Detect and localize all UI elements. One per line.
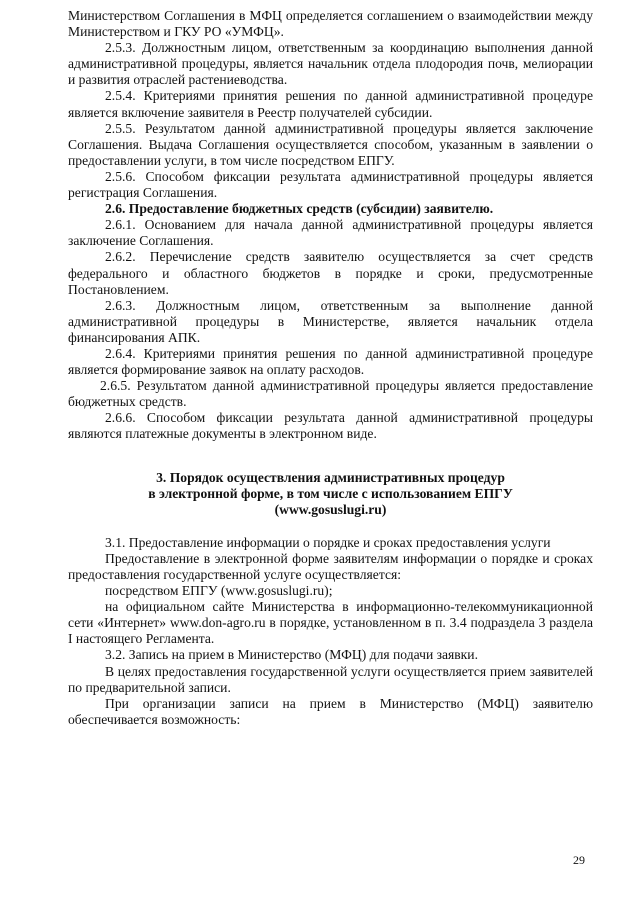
page-number: 29 <box>573 853 585 867</box>
paragraph-3-1: 3.1. Предоставление информации о порядке и сроках предоставления услуги <box>105 534 551 550</box>
paragraph-info-electronic: Предоставление в электронной форме заявителям информации о порядке и сроках предоставления государственной услуге осуществляется: <box>68 550 593 582</box>
paragraph-appointment: При организации записи на прием в Министерство (МФЦ) заявителю обеспечивается возможность: <box>68 695 593 727</box>
paragraph-2-6-2: 2.6.2. Перечисление средств заявителю осуществляется за счет средств федерального и областного бюджетов в порядке и сроки, предусмотренные Постановлением. <box>68 249 593 297</box>
paragraph-2-6-1: 2.6.1. Основанием для начала данной административной процедуры является заключение Соглашения. <box>68 217 593 249</box>
paragraph-pre-registration: В целях предоставления государственной услуги осуществляется прием заявителей по предварительной записи. <box>68 663 593 695</box>
paragraph-2-6-4: 2.6.4. Критериями принятия решения по данной административной процедуре является формирование заявок на оплату расходов. <box>68 345 593 378</box>
paragraph-continuation: Министерством Соглашения в МФЦ определяется соглашением о взаимодействии между Министерством и ГКУ РО «УМФЦ». <box>68 8 593 40</box>
document-page <box>68 8 593 728</box>
paragraph-2-5-4: 2.5.4. Критериями принятия решения по данной административной процедуре является включение заявителя в Реестр получателей субсидии. <box>68 88 593 120</box>
section-heading-line-1: 3. Порядок осуществления административных процедур <box>156 469 505 485</box>
paragraph-2-5-6: 2.5.6. Способом фиксации результата административной процедуры является регистрация Соглашения. <box>68 168 593 201</box>
section-heading-line-2: в электронной форме, в том числе с использованием ЕПГУ <box>148 485 513 501</box>
paragraph-official-site: на официальном сайте Министерства в информационно-телекоммуникационной сети «Интернет» www.don-agro.ru в порядке, установленном в п. 3.4 подраздела 3 раздела I настоящего Регламента. <box>68 599 593 647</box>
paragraph-2-5-5: 2.5.5. Результатом данной административной процедуры является заключение Соглашения. Выдача Соглашения осуществляется способом, указанным в заявлении о предоставлении услуги, в том числе посредством ЕПГУ. <box>68 120 593 168</box>
paragraph-2-6-3: 2.6.3. Должностным лицом, ответственным за выполнение данной административной процедуры в Министерстве, является начальник отдела финансирования АПК. <box>68 297 593 345</box>
paragraph-via-epgu: посредством ЕПГУ (www.gosuslugi.ru); <box>105 583 333 599</box>
paragraph-2-6-6: 2.6.6. Способом фиксации результата данной административной процедуры являются платежные документы в электронном виде. <box>68 410 593 442</box>
section-heading-line-3: (www.gosuslugi.ru) <box>274 501 387 517</box>
paragraph-3-2: 3.2. Запись на прием в Министерство (МФЦ) для подачи заявки. <box>105 647 478 663</box>
paragraph-2-5-3: 2.5.3. Должностным лицом, ответственным за координацию выполнения данной административной процедуры, является начальник отдела плодородия почв, мелиорации и развития отраслей растениеводства. <box>68 40 593 88</box>
subsection-heading-2-6: 2.6. Предоставление бюджетных средств (субсидии) заявителю. <box>105 201 494 217</box>
paragraph-2-6-5: 2.6.5. Результатом данной административной процедуры является предоставление бюджетных средств. <box>68 378 593 410</box>
